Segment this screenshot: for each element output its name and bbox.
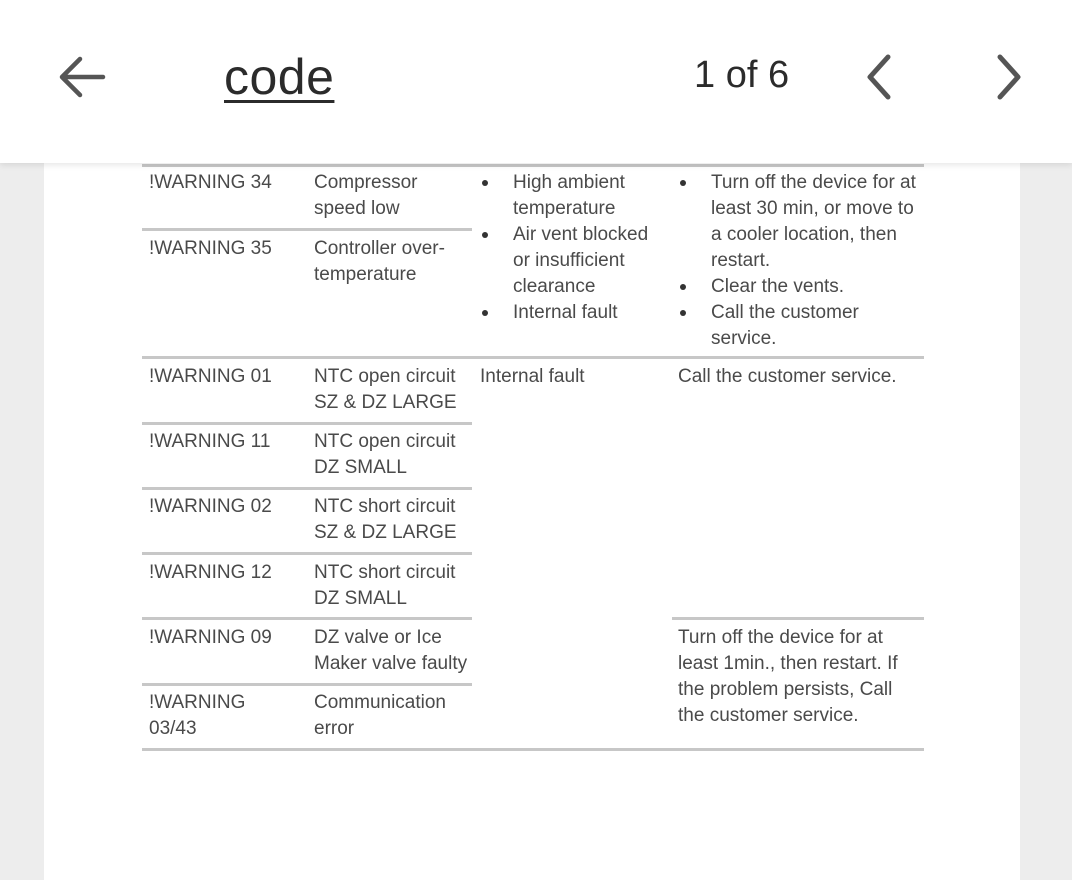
description-line: SZ & DZ LARGE — [314, 522, 457, 543]
warning-description — [314, 560, 455, 612]
remedy-line: least 1min., then restart. If — [678, 653, 898, 674]
description-line: Compressor — [314, 172, 418, 193]
description-line: SZ & DZ LARGE — [314, 392, 457, 413]
cause-text: Internal fault — [480, 366, 585, 387]
cause-line: temperature — [513, 198, 616, 219]
description-line: Maker valve faulty — [314, 653, 468, 674]
table-rule — [142, 228, 472, 231]
cause-line: Air vent blocked — [513, 224, 649, 245]
remedy-line: a cooler location, then — [711, 224, 897, 245]
arrow-left-icon — [53, 49, 109, 105]
table-rule — [142, 487, 472, 490]
warning-code: !WARNING 01 — [149, 366, 272, 387]
description-line: error — [314, 718, 355, 739]
description-line: DZ valve or Ice — [314, 627, 442, 648]
chevron-left-icon — [855, 49, 903, 105]
remedy-line: Turn off the device for at — [711, 172, 916, 193]
description-line: temperature — [314, 264, 417, 285]
description-line: NTC open circuit — [314, 366, 456, 387]
warning-description — [314, 690, 446, 742]
warning-description — [314, 364, 457, 416]
warning-description — [314, 494, 457, 546]
remedy-line: Turn off the device for at — [678, 627, 883, 648]
next-match-button[interactable] — [976, 44, 1042, 110]
remedy-line: least 30 min, or move to — [711, 198, 914, 219]
cause-list — [480, 170, 648, 326]
cause-line: High ambient — [513, 172, 625, 193]
remedy-item — [678, 274, 916, 300]
cause-line: Internal fault — [513, 302, 618, 323]
document-page — [44, 120, 1020, 880]
remedy-item — [678, 170, 916, 274]
cause-item — [480, 222, 648, 300]
chevron-right-icon — [985, 49, 1033, 105]
back-button[interactable] — [48, 44, 114, 110]
remedy-list — [678, 170, 916, 352]
table-rule — [142, 422, 472, 425]
warning-codes-table — [142, 164, 924, 752]
warning-description — [314, 236, 445, 288]
table-rule — [142, 356, 924, 359]
description-line: DZ SMALL — [314, 457, 407, 478]
description-line: Controller over- — [314, 238, 445, 259]
warning-code: !WARNING 35 — [149, 238, 272, 259]
remedy-text — [678, 625, 898, 729]
warning-code: !WARNING 34 — [149, 172, 272, 193]
description-line: DZ SMALL — [314, 588, 407, 609]
match-count: 1 of 6 — [694, 54, 790, 96]
description-line: NTC short circuit — [314, 562, 456, 583]
previous-match-button[interactable] — [846, 44, 912, 110]
table-rule — [142, 617, 472, 620]
cause-line: clearance — [513, 276, 596, 297]
code-line: !WARNING — [149, 692, 246, 713]
table-rule — [142, 164, 924, 167]
remedy-line: service. — [711, 328, 777, 349]
description-line: NTC short circuit — [314, 496, 456, 517]
warning-description — [314, 625, 467, 677]
remedy-item — [678, 300, 916, 352]
cause-line: or insufficient — [513, 250, 625, 271]
warning-code: !WARNING 11 — [149, 431, 271, 452]
search-term[interactable]: code — [224, 49, 335, 105]
warning-code: !WARNING 12 — [149, 562, 272, 583]
remedy-line: the problem persists, Call — [678, 679, 893, 700]
warning-code: !WARNING 02 — [149, 496, 272, 517]
warning-code: !WARNING 09 — [149, 627, 272, 648]
cause-item — [480, 170, 648, 222]
table-rule — [142, 748, 924, 751]
remedy-line: Call the customer — [711, 302, 859, 323]
warning-description — [314, 170, 417, 222]
code-line: 03/43 — [149, 718, 197, 739]
table-rule — [672, 617, 924, 620]
table-rule — [142, 552, 472, 555]
description-line: NTC open circuit — [314, 431, 456, 452]
remedy-line: Clear the vents. — [711, 276, 845, 297]
description-line: speed low — [314, 198, 400, 219]
remedy-line: the customer service. — [678, 705, 859, 726]
cause-item — [480, 300, 648, 326]
warning-code — [149, 690, 245, 742]
remedy-line: restart. — [711, 250, 771, 271]
description-line: Communication — [314, 692, 446, 713]
table-rule — [142, 683, 472, 686]
warning-description — [314, 429, 456, 481]
remedy-text: Call the customer service. — [678, 366, 897, 387]
find-in-document-bar — [0, 0, 1072, 163]
